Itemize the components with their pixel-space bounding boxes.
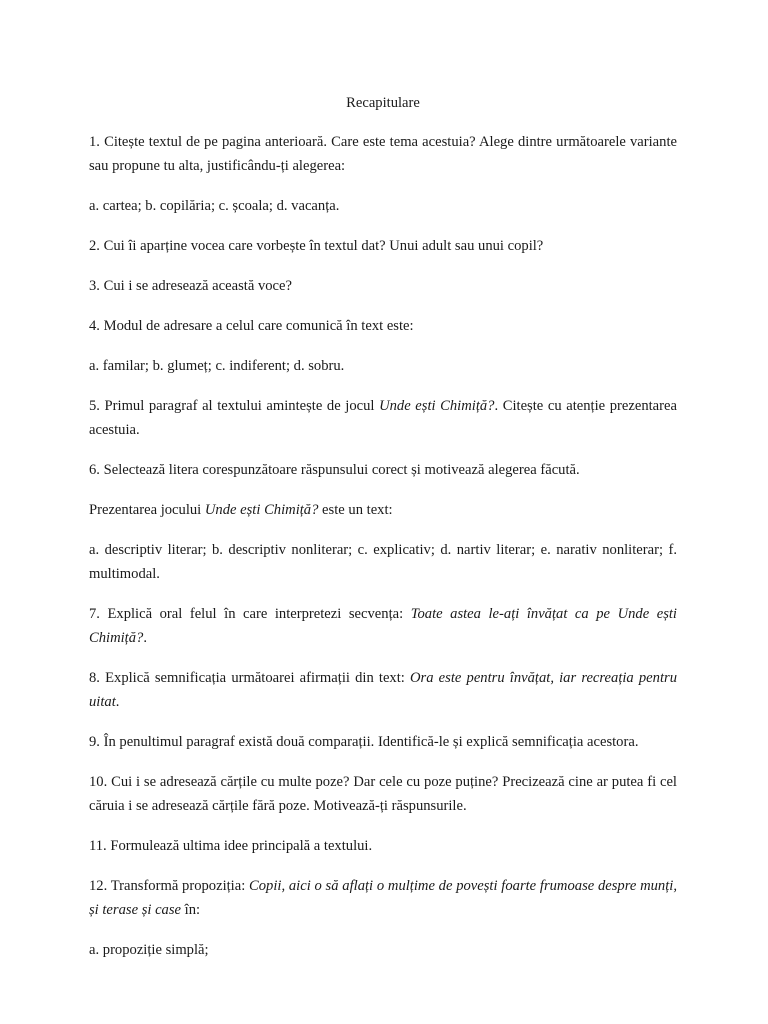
question-1: 1. Citește textul de pe pagina anterioară. Care este tema acestuia? Alege dintre următoarele variante sau propune tu alta, justificându-ți alegerea: (89, 134, 677, 174)
question-6-game-name: Unde ești Chimiță? (204, 502, 319, 518)
question-8 (89, 666, 677, 714)
question-8-text-end: . (115, 694, 120, 710)
question-4-options: a. familar; b. glumeț; c. indiferent; d. sobru. (89, 358, 345, 374)
question-12-text: 12. Transformă propoziția: (89, 878, 250, 894)
question-10: 10. Cui i se adresează cărțile cu multe poze? Dar cele cu poze puține? Precizează cine ar putea fi cel căruia i se adresează cărțile fără poze. Motivează-ți răspunsurile. (89, 774, 677, 814)
question-12-text-end: în: (181, 902, 201, 918)
question-4: 4. Modul de adresare a celul care comunică în text este: (89, 318, 414, 334)
question-12-option-a: a. propoziție simplă; (89, 942, 209, 958)
question-5-text-end: . Citește cu atenție prezentarea acestuia. (89, 398, 677, 438)
question-7-text: 7. Explică oral felul în care interpretezi secvența: (89, 606, 411, 622)
document-page (89, 92, 677, 978)
question-7 (89, 602, 677, 650)
question-8-quote: Ora este pentru învățat, iar recreația pentru uitat (89, 670, 677, 710)
question-2: 2. Cui îi aparține vocea care vorbește în textul dat? Unui adult sau unui copil? (89, 238, 544, 254)
question-7-quote: Toate astea le-ați învățat ca pe Unde ești Chimiță? (89, 606, 677, 646)
question-8-text: 8. Explică semnificația următoarei afirmații din text: (89, 670, 410, 686)
question-5-game-name: Unde ești Chimiță? (379, 398, 495, 414)
question-12 (89, 874, 677, 922)
question-5 (89, 394, 677, 442)
question-5-text: 5. Primul paragraf al textului amintește de jocul (89, 398, 380, 414)
question-6-subtext-end: este un text: (318, 502, 393, 518)
question-1-options: a. cartea; b. copilăria; c. școala; d. vacanța. (89, 198, 340, 214)
page-title: Recapitulare (346, 95, 420, 111)
question-3: 3. Cui i se adresează această voce? (89, 278, 292, 294)
question-6-subtext (89, 498, 677, 522)
question-12-quote: Copii, aici o să aflați o mulțime de povești foarte frumoase despre munți, și terase și case (89, 878, 677, 918)
question-6-options: a. descriptiv literar; b. descriptiv nonliterar; c. explicativ; d. nartiv literar; e. narativ nonliterar; f. multimodal. (89, 542, 677, 582)
question-9: 9. În penultimul paragraf există două comparații. Identifică-le și explică semnificația acestora. (89, 734, 639, 750)
question-6: 6. Selectează litera corespunzătoare răspunsului corect și motivează alegerea făcută. (89, 462, 580, 478)
question-11: 11. Formulează ultima idee principală a textului. (89, 838, 373, 854)
question-7-text-end: . (143, 630, 147, 646)
question-6-subtext-start: Prezentarea jocului (89, 502, 205, 518)
